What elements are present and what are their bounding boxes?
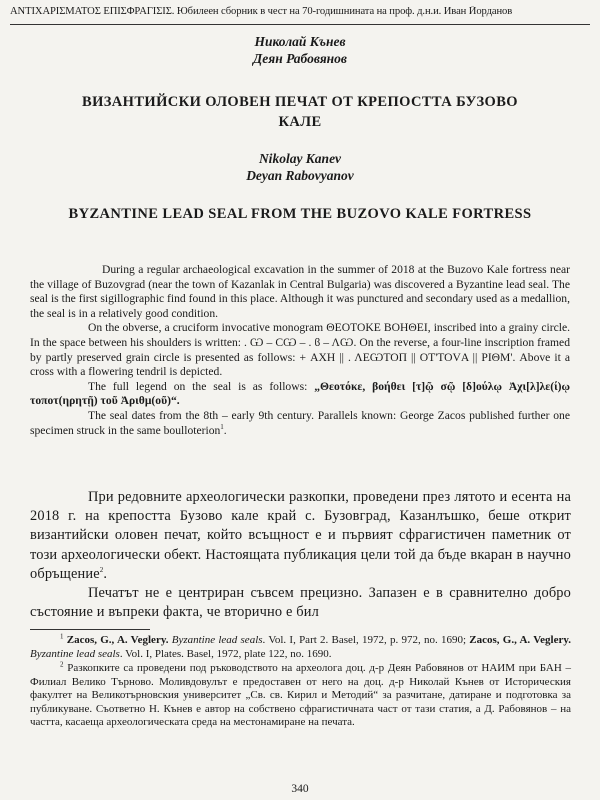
footnote-1-marker: 1 bbox=[60, 632, 64, 641]
author-bg-2: Деян Рабовянов bbox=[253, 51, 347, 66]
footnote-ref-2: 2 bbox=[99, 566, 104, 575]
abstract bbox=[30, 263, 570, 438]
footnote-1-rest-b: . Vol. I, Plates. Basel, 1972, plate 122, no. 1690. bbox=[119, 647, 332, 660]
footnotes bbox=[30, 634, 571, 730]
abstract-paragraph-4 bbox=[30, 409, 570, 438]
footnote-2-text: Разкопките са проведени под ръководството на археолога доц. д-р Деян Рабовянов от НАИМ при БАН – Филиал Велико Търново. Моливдовулът е предоставен от него на доц. д-р Николай Кънев от Историческия факултет на Великотърновския университет „Св. св. Кирил и Методий“ за разчитане, датиране и подготовка за публикуване. Съответно Н. Кънев е автор на собствено сфрагистичната част от тази статия, а Д. Рабовянов – на частта, касаеща археологическата среда на местонамиране на печата. bbox=[30, 662, 571, 728]
footnote-rule bbox=[30, 629, 150, 630]
footnote-1-title-b: Byzantine lead seals bbox=[30, 647, 120, 660]
footnote-1 bbox=[30, 634, 571, 661]
abstract-paragraph-1: During a regular archaeological excavation in the summer of 2018 at the Buzovo Kale fortress near the village of Buzovgrad (near the town of Kazanlak in Central Bulgaria) was discovered a Byzantine lead seal. The seal is the first sigillographic find found in this place. Although it was punctured and secondary used as a medallion, the seal is in a relatively good condition. bbox=[30, 263, 570, 320]
footnote-1-rest-a: . Vol. I, Part 2. Basel, 1972, p. 972, no. 1690; bbox=[262, 634, 467, 646]
footnote-2-marker: 2 bbox=[60, 660, 64, 669]
main-paragraph-2: Печатът не е центриран съвсем прецизно. Запазен е в сравнително добро състояние и въпреки факта, че вторично е бил bbox=[30, 585, 571, 621]
author-en-1: Nikolay Kanev bbox=[258, 151, 342, 166]
author-en-2: Deyan Rabovyanov bbox=[246, 168, 354, 183]
main-text bbox=[30, 488, 571, 622]
main-paragraph-1-text: При редовните археологически разкопки, проведени през лятото и есента на 2018 г. на крепостта Бузово кале край с. Бузовград, Казанлъшко, беше открит византийски оловен печат, който всъщност е и първият сфрагистичен паметник от този археологически обект. Настоящата публикация цели той да бъде вкаран в научно обръщение bbox=[30, 489, 571, 582]
footnote-2 bbox=[30, 662, 571, 730]
abstract-paragraph-2: On the obverse, a cruciform invocative monogram ΘΕΟΤΟΚΕ ΒΟΗΘΕΙ, inscribed into a grainy circle. In the space between his shoulders is written: . Ѡ – CѠ – . ϐ – ΛѠ. On the reverse, a four-line inscription framed by partly preserved grain circle is presented as follows: + ΑΧΗ || . ΛΕѠΤΟΠ || ΟΤ'ΤΟVΑ || ΡΙΘΜ'. Above it a cross with a flowering tendril is depicted. bbox=[30, 321, 570, 379]
main-paragraph-1-end: . bbox=[103, 565, 108, 582]
running-header: ΑΝΤΙΧΑΡΙΣΜΑΤΟΣ ΕΠΙΣΦΡΑΓΙΣΙΣ. Юбилеен сборник в чест на 70-годишнината на проф. д.н.и. Иван Йорданов bbox=[10, 6, 513, 17]
title-bg-line-1: ВИЗАНТИЙСКИ ОЛОВЕН ПЕЧАТ ОТ КРЕПОСТТА БУЗОВО bbox=[82, 94, 518, 110]
footnote-1-author-a: Zacos, G., A. Veglery. bbox=[66, 634, 169, 646]
author-bg-1: Николай Кънев bbox=[254, 34, 346, 49]
page-number: 340 bbox=[291, 783, 309, 795]
seal-legend: „Θεοτόκε, βοήθει [τ]ῷ σῷ [δ]ούλῳ Ἀχι[λ]λε(ί)ῳ τοποτ(ηρητῇ) τοῦ Ἀριθμ(οῦ)“. bbox=[30, 379, 570, 408]
footnote-1-title-a: Byzantine lead seals bbox=[171, 634, 263, 646]
main-paragraph-1 bbox=[30, 488, 571, 584]
abstract-paragraph-3 bbox=[30, 380, 570, 409]
footnote-ref-1: 1 bbox=[220, 422, 224, 431]
footnote-1-author-b: Zacos, G., A. Veglery. bbox=[469, 634, 571, 646]
dating-end: . bbox=[223, 423, 227, 437]
legend-intro: The full legend on the seal is as follows: bbox=[88, 379, 315, 393]
title-bg-line-2: КАЛЕ bbox=[278, 114, 322, 130]
header-rule bbox=[10, 24, 590, 25]
dating-text: The seal dates from the 8th – early 9th century. Parallels known: George Zacos published further one specimen struck in the same boulloterion bbox=[30, 408, 570, 437]
title-en: BYZANTINE LEAD SEAL FROM THE BUZOVO KALE FORTRESS bbox=[68, 206, 532, 222]
